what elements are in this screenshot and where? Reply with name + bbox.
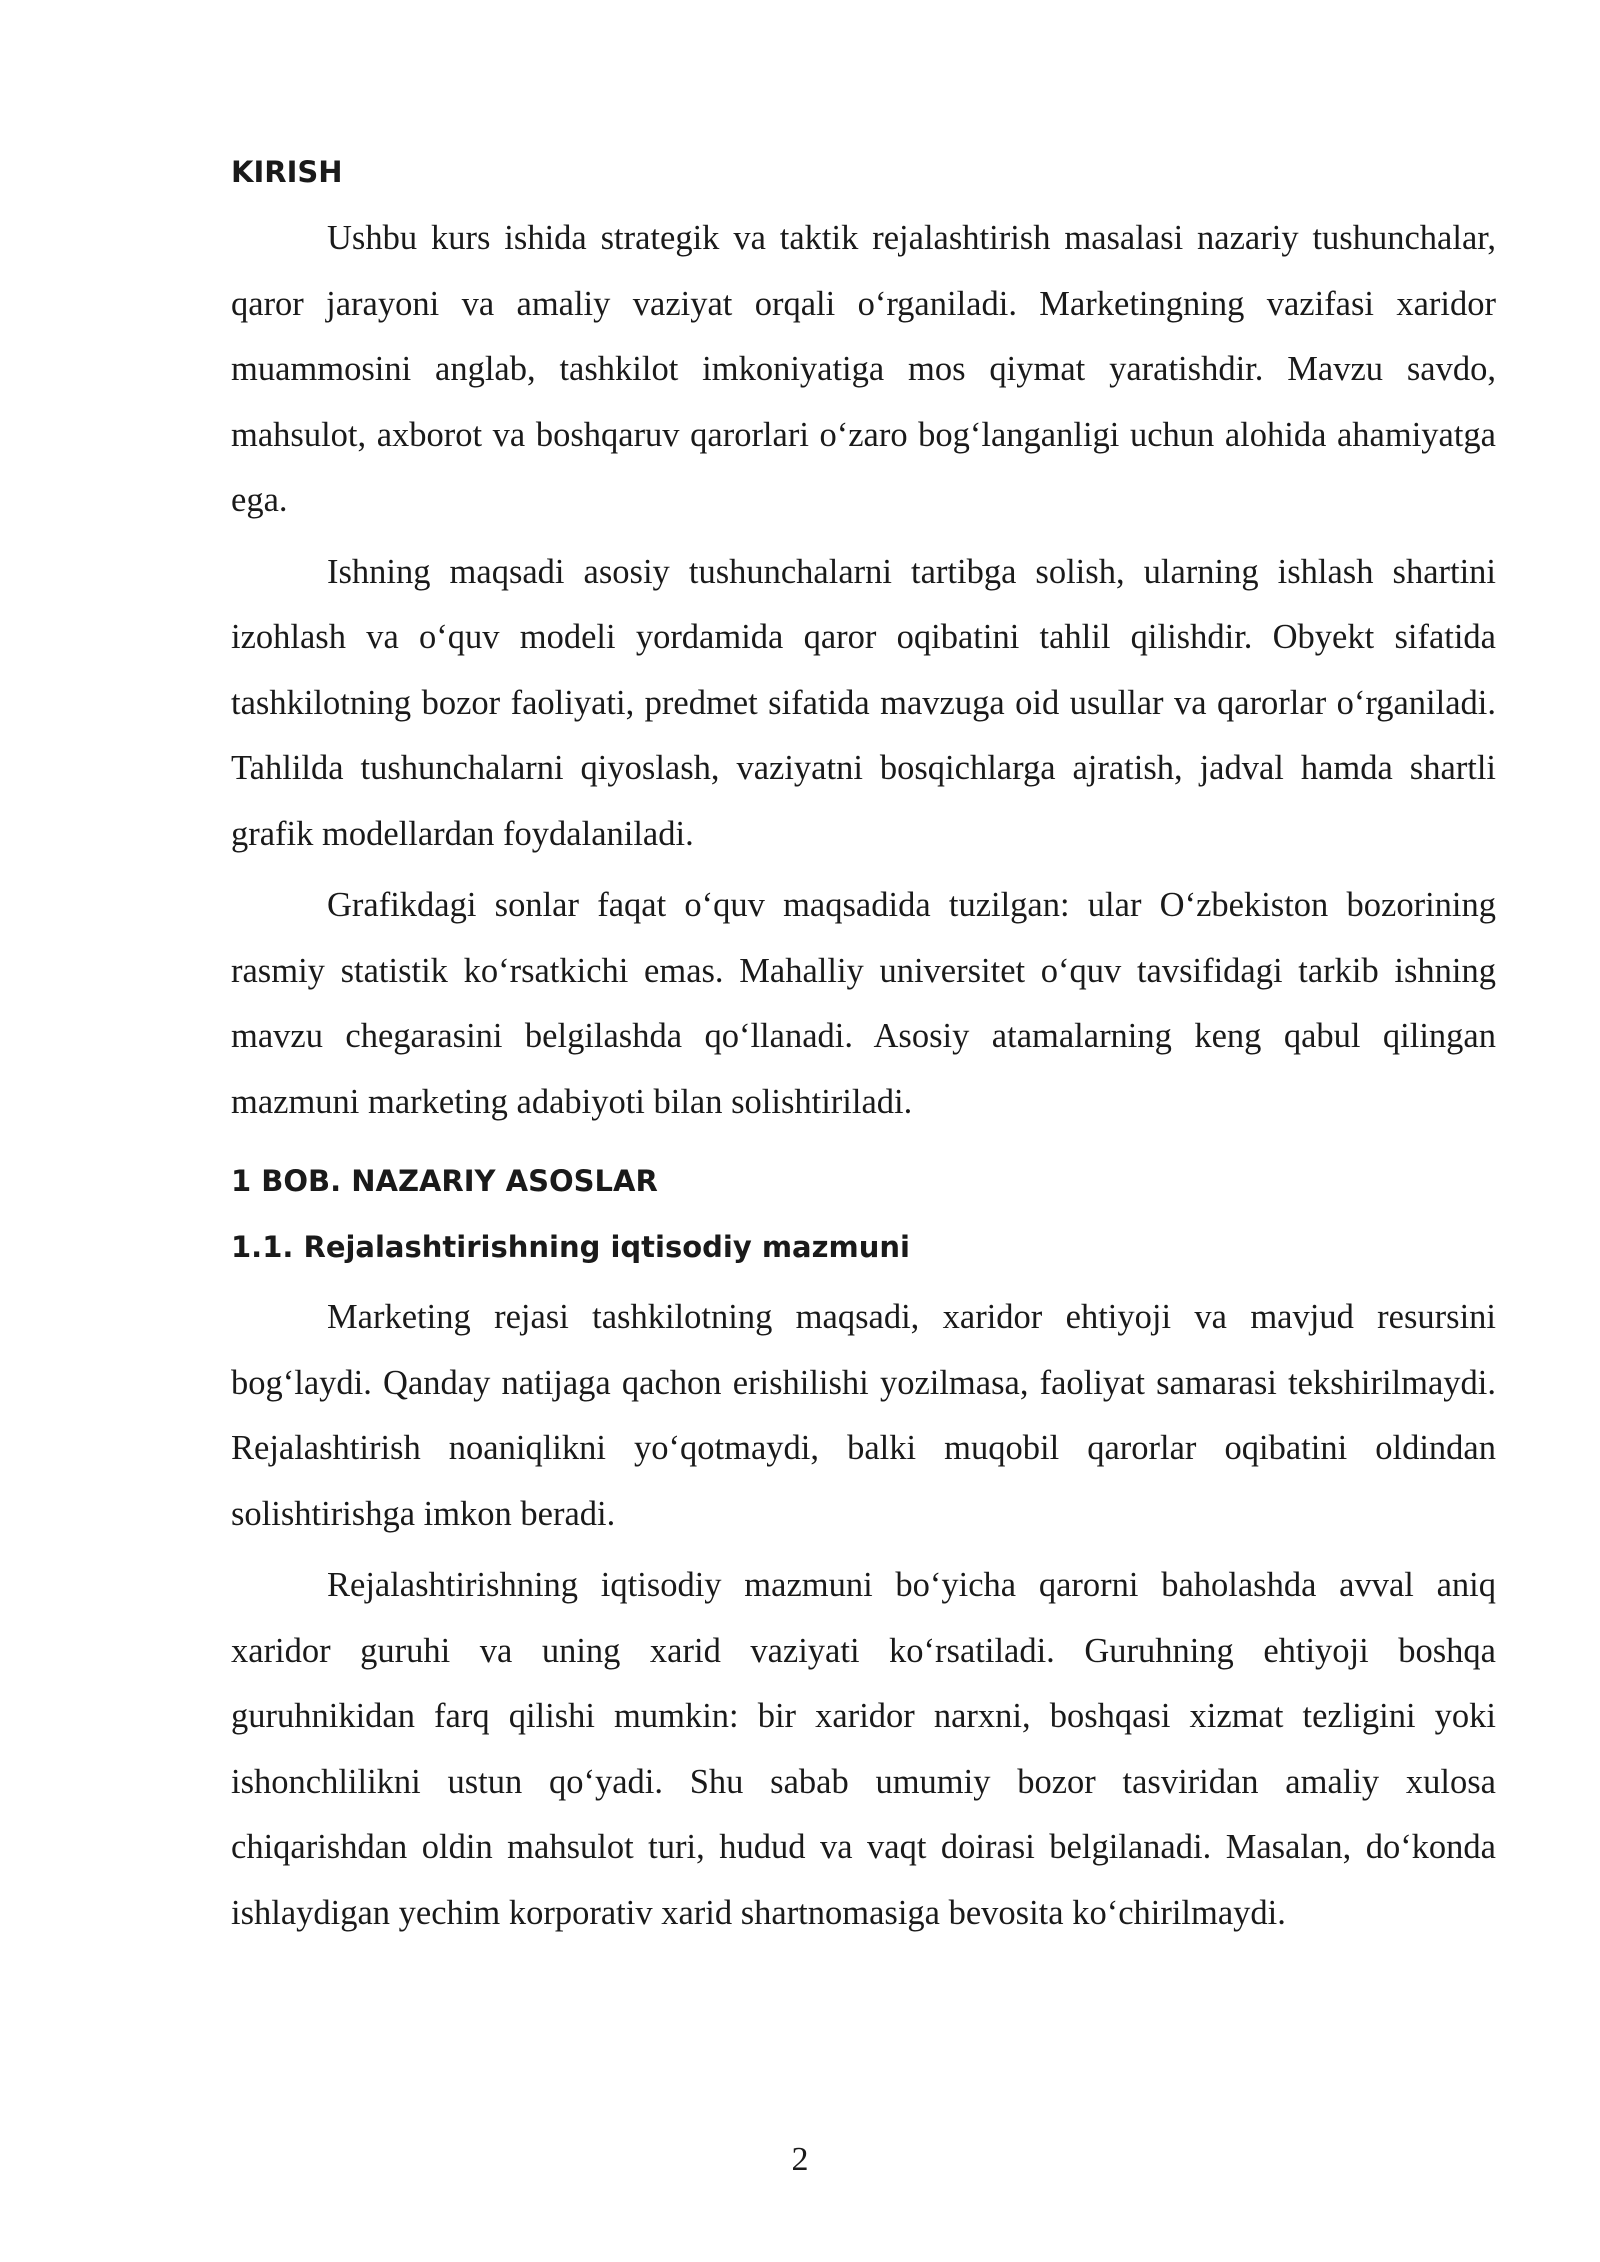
intro-paragraph-2: Ishning maqsadi asosiy tushunchalarni tartibga solish, ularning ishlash shartini izohlash va o‘quv modeli yordamida qaror oqibatini tahlil qilishdir. Obyekt sifatida tashkilotning bozor faoliyati, predmet sifatida mavzuga oid usullar va qarorlar o‘rganiladi. Tahlilda tushunchalarni qiyoslash, vaziyatni bosqichlarga ajratish, jadval hamda shartli grafik modellardan foydalaniladi. [231, 552, 1496, 853]
section-paragraph-2: Rejalashtirishning iqtisodiy mazmuni bo‘yicha qarorni baholashda avval aniq xaridor guruhi va uning xarid vaziyati ko‘rsatiladi. Guruhning ehtiyoji boshqa guruhnikidan farq qilishi mumkin: bir xaridor narxni, boshqasi xizmat tezligini yoki ishonchlilikni ustun qo‘yadi. Shu sabab umumiy bozor tasviridan amaliy xulosa chiqarishdan oldin mahsulot turi, hudud va vaqt doirasi belgilanadi. Masalan, do‘konda ishlaydigan yechim korporativ xarid shartnomasiga bevosita ko‘chirilmaydi. [231, 1566, 1496, 1932]
intro-paragraph-3: Grafikdagi sonlar faqat o‘quv maqsadida tuzilgan: ular O‘zbekiston bozorining rasmiy statistik ko‘rsatkichi emas. Mahalliy universitet o‘quv tavsifidagi tarkib ishning mavzu chegarasini belgilashda qo‘llanadi. Asosiy atamalarning keng qabul qilingan mazmuni marketing adabiyoti bilan solishtiriladi. [231, 886, 1496, 1121]
heading-section: 1.1. Rejalashtirishning iqtisodiy mazmuni [231, 1230, 910, 1264]
page-content [231, 152, 1496, 1952]
heading-intro: KIRISH [231, 155, 343, 189]
intro-paragraph-1: Ushbu kurs ishida strategik va taktik rejalashtirish masalasi nazariy tushunchalar, qaror jarayoni va amaliy vaziyat orqali o‘rganiladi. Marketingning vazifasi xaridor muammosini anglab, tashkilot imkoniyatiga mos qiymat yaratishdir. Mavzu savdo, mahsulot, axborot va boshqaruv qarorlari o‘zaro bog‘langanligi uchun alohida ahamiyatga ega. [231, 219, 1496, 519]
section-paragraph-1: Marketing rejasi tashkilotning maqsadi, xaridor ehtiyoji va mavjud resursini bog‘laydi. Qanday natijaga qachon erishilishi yozilmasa, faoliyat samarasi tekshirilmaydi. Rejalashtirish noaniqlikni yo‘qotmaydi, balki muqobil qarorlar oqibatini oldindan solishtirishga imkon beradi. [231, 1298, 1496, 1533]
page-number: 2 [791, 2141, 809, 2178]
heading-chapter: 1 BOB. NAZARIY ASOSLAR [231, 1164, 658, 1198]
